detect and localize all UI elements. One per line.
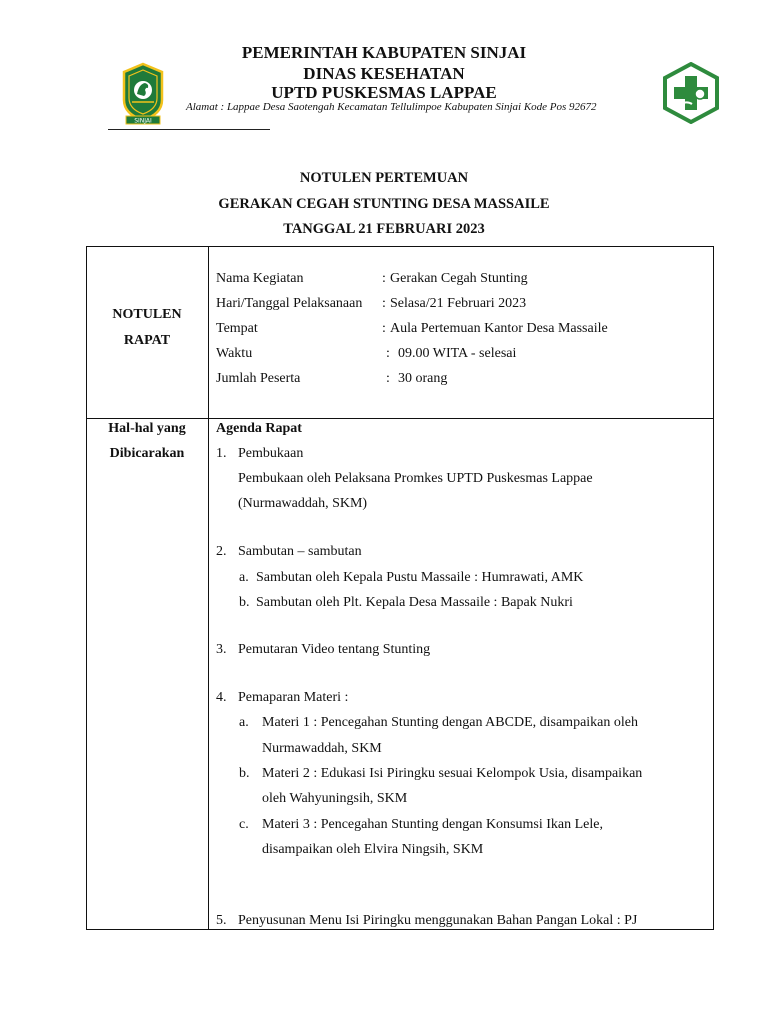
field-value: Gerakan Cegah Stunting	[390, 271, 528, 286]
field-key: Jumlah Peserta	[216, 371, 301, 386]
row1-label-line2: RAPAT	[123, 333, 171, 348]
agenda-number: 3.	[216, 642, 227, 657]
agenda-sub-letter: b.	[239, 595, 250, 610]
field-sep: :	[382, 296, 386, 311]
agenda-item: Penyusunan Menu Isi Piringku menggunakan Bahan Pangan Lokal : PJ	[238, 913, 638, 928]
agenda-item: Pembukaan	[238, 446, 304, 461]
field-value: Aula Pertemuan Kantor Desa Massaile	[390, 321, 608, 336]
logo-label: SINJAI	[134, 117, 152, 125]
agenda-item: Pemutaran Video tentang Stunting	[238, 642, 431, 657]
agenda-sub-item-cont: oleh Wahyuningsih, SKM	[262, 791, 408, 806]
agenda-detail: Pembukaan oleh Pelaksana Promkes UPTD Puskesmas Lappae	[238, 471, 593, 486]
field-value: 09.00 WITA - selesai	[398, 346, 517, 361]
document-subtitle: GERAKAN CEGAH STUNTING DESA MASSAILE	[218, 196, 550, 212]
header-puskesmas: UPTD PUSKESMAS LAPPAE	[271, 83, 497, 102]
agenda-number: 2.	[216, 544, 227, 559]
field-key: Tempat	[216, 321, 258, 336]
row2-label-line2: Dibicarakan	[109, 446, 185, 461]
header-address: Alamat : Lappae Desa Saotengah Kecamatan Tellulimpoe Kabupaten Sinjai Kode Pos 92672	[186, 101, 597, 113]
document-title: NOTULEN PERTEMUAN	[299, 170, 469, 186]
agenda-sub-item-cont: disampaikan oleh Elvira Ningsih, SKM	[262, 842, 484, 857]
field-value: 30 orang	[398, 371, 448, 386]
table-column-divider	[208, 246, 209, 930]
agenda-sub-item-cont: Nurmawaddah, SKM	[262, 741, 382, 756]
agenda-number: 5.	[216, 913, 227, 928]
header-government: PEMERINTAH KABUPATEN SINJAI	[241, 43, 527, 62]
agenda-sub-item: Materi 2 : Edukasi Isi Piringku sesuai Kelompok Usia, disampaikan	[262, 766, 643, 781]
row2-label-line1: Hal-hal yang	[108, 421, 186, 436]
agenda-number: 4.	[216, 690, 227, 705]
agenda-sub-item: Sambutan oleh Kepala Pustu Massaile : Humrawati, AMK	[256, 570, 584, 585]
row1-label-line1: NOTULEN	[112, 307, 182, 322]
agenda-item: Sambutan – sambutan	[238, 544, 362, 559]
field-key: Nama Kegiatan	[216, 271, 304, 286]
agenda-sub-item: Materi 3 : Pencegahan Stunting dengan Konsumsi Ikan Lele,	[262, 817, 603, 832]
field-key: Hari/Tanggal Pelaksanaan	[216, 296, 363, 311]
field-value: Selasa/21 Februari 2023	[390, 296, 527, 311]
agenda-sub-item: Materi 1 : Pencegahan Stunting dengan ABCDE, disampaikan oleh	[262, 715, 638, 730]
field-sep: :	[386, 346, 390, 361]
field-sep: :	[386, 371, 390, 386]
field-sep: :	[382, 321, 386, 336]
field-sep: :	[382, 271, 386, 286]
agenda-title: Agenda Rapat	[216, 421, 302, 436]
table-row-divider	[86, 418, 714, 419]
agenda-item: Pemaparan Materi :	[238, 690, 349, 705]
agenda-sub-letter: b.	[239, 766, 250, 781]
agenda-sub-letter: a.	[239, 715, 249, 730]
agenda-sub-letter: a.	[239, 570, 249, 585]
agenda-detail: (Nurmawaddah, SKM)	[238, 496, 368, 511]
agenda-number: 1.	[216, 446, 227, 461]
header-divider	[108, 129, 270, 130]
document-date: TANGGAL 21 FEBRUARI 2023	[283, 221, 485, 237]
agenda-sub-item: Sambutan oleh Plt. Kepala Desa Massaile : Bapak Nukri	[256, 595, 573, 610]
header-department: DINAS KESEHATAN	[303, 64, 465, 83]
field-key: Waktu	[216, 346, 253, 361]
agenda-sub-letter: c.	[239, 817, 249, 832]
